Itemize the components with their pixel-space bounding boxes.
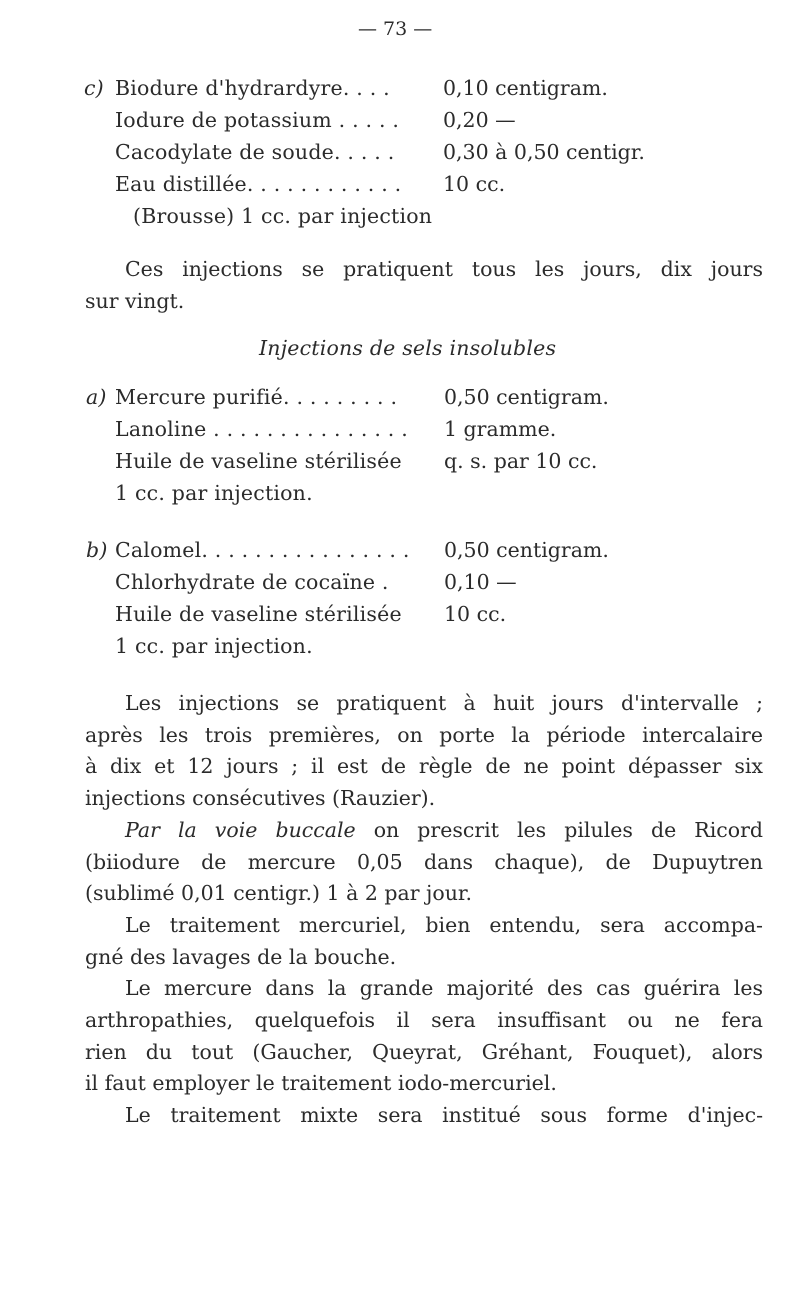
formula-a-item-name: Lanoline . . . . . . . . . . . . . . . [115, 417, 408, 441]
italic-lead: Par la voie buccale [125, 817, 356, 842]
formula-c-item-dose: 0,20 — [443, 108, 516, 132]
section-title: Injections de sels insolubles [259, 336, 557, 360]
formula-c-item-dose: 0,30 à 0,50 centigr. [443, 140, 645, 164]
paragraph-line: il faut employer le traitement iodo-mercuriel. [85, 1071, 557, 1096]
formula-c-item-dose: 10 cc. [443, 172, 506, 196]
paragraph-line: rien du tout (Gaucher, Queyrat, Gréhant, Fouquet), alors [85, 1039, 763, 1064]
paragraph-line: sur vingt. [85, 288, 185, 313]
paragraph-line: Le traitement mixte sera institué sous forme d'injec- [125, 1103, 763, 1128]
formula-b-item-dose: 0,10 — [444, 570, 517, 594]
page-number: — 73 — [358, 18, 433, 40]
formula-a-item-dose: 0,50 centigram. [444, 385, 609, 409]
paragraph-line [85, 815, 763, 847]
formula-c-note: (Brousse) 1 cc. par injection [133, 204, 433, 228]
paragraph-line: Ces injections se pratiquent tous les jours, dix jours [125, 257, 763, 281]
body-text [85, 688, 763, 1132]
formula-a-item-dose: q. s. par 10 cc. [444, 449, 598, 473]
paragraph-line: (sublimé 0,01 centigr.) 1 à 2 par jour. [85, 881, 472, 906]
formula-b-label: b) [86, 538, 108, 562]
paragraph-line: injections consécutives (Rauzier). [85, 786, 436, 811]
paragraph-line: Le mercure dans la grande majorité des cas guérira les [125, 976, 763, 1001]
paragraph-line: après les trois premières, on porte la période intercalaire [85, 722, 763, 747]
formula-c-label: c) [84, 76, 104, 100]
formula-b-item-name: Huile de vaseline stérilisée [115, 602, 402, 626]
paragraph-line: Les injections se pratiquent à huit jours d'intervalle ; [125, 691, 763, 715]
paragraph-line: Le traitement mercuriel, bien entendu, sera accompa- [125, 912, 763, 937]
formula-b-item-name: Calomel. . . . . . . . . . . . . . . . [115, 538, 410, 562]
formula-a-item-dose: 1 gramme. [444, 417, 557, 441]
paragraph-line: à dix et 12 jours ; il est de règle de ne point dépasser six [85, 754, 763, 779]
formula-a-label: a) [86, 385, 107, 409]
formula-c-item-dose: 0,10 centigram. [443, 76, 608, 100]
paragraph-line-rest: on prescrit les pilules de Ricord [355, 817, 763, 842]
formula-b-item-name: 1 cc. par injection. [115, 634, 313, 658]
formula-a-item-name: 1 cc. par injection. [115, 481, 313, 505]
paragraph-line: gné des lavages de la bouche. [85, 944, 397, 969]
formula-c-item-name: Cacodylate de soude. . . . . [115, 140, 395, 164]
formula-c-item-name: Iodure de potassium . . . . . [115, 108, 400, 132]
formula-b-item-dose: 0,50 centigram. [444, 538, 609, 562]
formula-a-item-name: Huile de vaseline stérilisée [115, 449, 402, 473]
formula-a-item-name: Mercure purifié. . . . . . . . . [115, 385, 398, 409]
paragraph-line: (biiodure de mercure 0,05 dans chaque), de Dupuytren [85, 849, 763, 874]
paragraph-line: arthropathies, quelquefois il sera insuffisant ou ne fera [85, 1008, 763, 1033]
formula-c-item-name: Biodure d'hydrardyre. . . . [115, 76, 390, 100]
formula-b-item-name: Chlorhydrate de cocaïne . [115, 570, 389, 594]
paragraph-injections [85, 254, 763, 317]
formula-b-item-dose: 10 cc. [444, 602, 507, 626]
formula-c-item-name: Eau distillée. . . . . . . . . . . . [115, 172, 402, 196]
